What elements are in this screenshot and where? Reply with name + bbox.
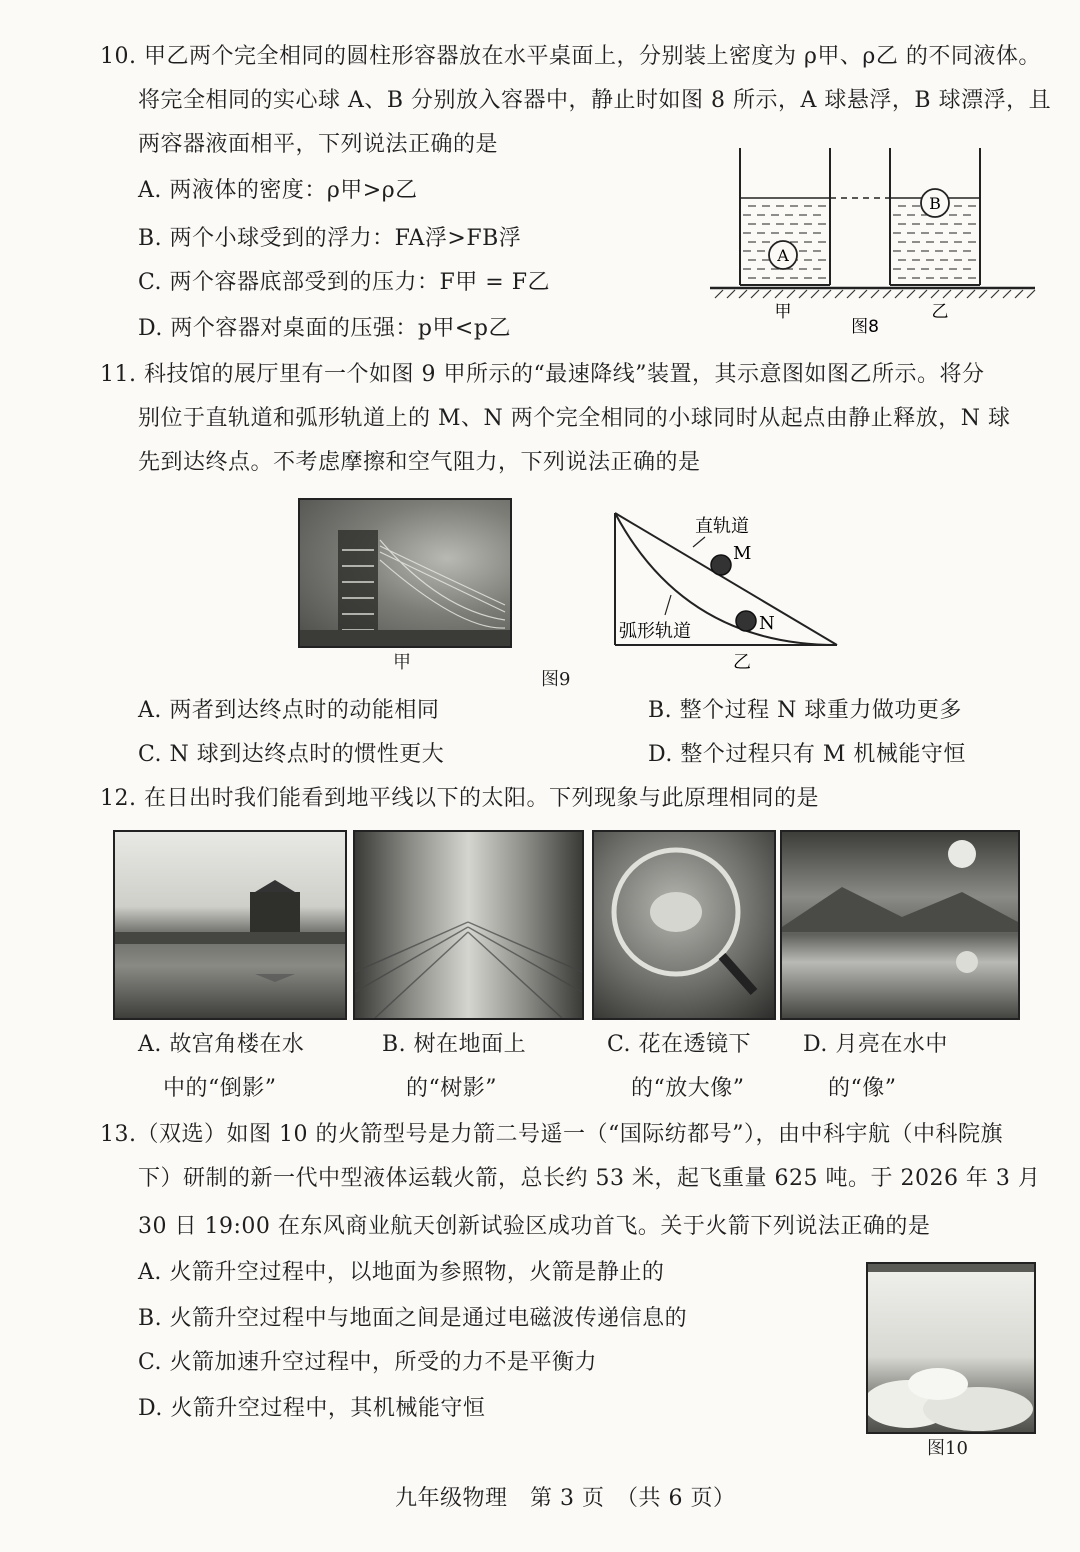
- q10-line-2: 将完全相同的实心球 A、B 分别放入容器中，静止时如图 8 所示，A 球悬浮，B 球漂浮，且: [138, 88, 1052, 113]
- photo-corner-tower-reflection: [113, 830, 347, 1020]
- container-jia-label: 甲: [774, 302, 792, 322]
- ball-b-label: B: [929, 194, 941, 213]
- q12-option-a-line-2: 中的“倒影”: [163, 1076, 277, 1101]
- q11-option-d: D. 整个过程只有 M 机械能守恒: [648, 742, 966, 767]
- q12-option-c-line-2: 的“放大像”: [631, 1076, 745, 1101]
- q10-option-c: C. 两个容器底部受到的压力：F甲 = F乙: [138, 270, 550, 295]
- q12-option-a-line-1: A. 故宫角楼在水: [138, 1032, 305, 1057]
- q12-option-d-line-2: 的“像”: [828, 1076, 897, 1101]
- q11-option-c: C. N 球到达终点时的惯性更大: [138, 742, 445, 767]
- photo-magnifying-glass-flower: [592, 830, 776, 1020]
- brachistochrone-diagram: [605, 505, 845, 675]
- q10-option-a: A. 两液体的密度：ρ甲>ρ乙: [138, 178, 418, 203]
- ball-a-label: A: [777, 246, 789, 265]
- ball-n-label: N: [759, 613, 775, 634]
- q13-line-1: 13.（双选）如图 10 的火箭型号是力箭二号遥一（“国际纺都号”），由中科宇航（中科院旗: [100, 1122, 1003, 1147]
- page-footer: 九年级物理 第 3 页 （共 6 页）: [395, 1486, 736, 1511]
- photo-moon-reflection: [780, 830, 1020, 1020]
- q10-line-3: 两容器液面相平，下列说法正确的是: [138, 132, 499, 157]
- q13-option-c: C. 火箭加速升空过程中，所受的力不是平衡力: [138, 1350, 598, 1375]
- curved-track-label: 弧形轨道: [619, 621, 691, 642]
- figure-8-containers: [705, 140, 1040, 340]
- q12-option-c-line-1: C. 花在透镜下: [607, 1032, 752, 1057]
- q10-option-b: B. 两个小球受到的浮力：FA浮>FB浮: [138, 226, 522, 251]
- q11-line-2: 别位于直轨道和弧形轨道上的 M、N 两个完全相同的小球同时从起点由静止释放，N 球: [138, 406, 1011, 431]
- figure-9-yi-label: 乙: [733, 652, 751, 673]
- rocket-launch-photo: [866, 1262, 1036, 1434]
- q13-option-a: A. 火箭升空过程中，以地面为参照物，火箭是静止的: [138, 1260, 665, 1285]
- q11-line-1: 11. 科技馆的展厅里有一个如图 9 甲所示的“最速降线”装置，其示意图如图乙所示。将分: [100, 362, 985, 387]
- q12-option-d-line-1: D. 月亮在水中: [803, 1032, 948, 1057]
- q11-line-3: 先到达终点。不考虑摩擦和空气阻力，下列说法正确的是: [138, 450, 701, 475]
- q13-option-d: D. 火箭升空过程中，其机械能守恒: [138, 1396, 486, 1421]
- figure-9-jia-label: 甲: [393, 652, 411, 673]
- q10-option-d: D. 两个容器对桌面的压强：p甲<p乙: [138, 316, 511, 341]
- ball-m-label: M: [733, 543, 752, 564]
- brachistochrone-photo: [298, 498, 512, 648]
- q12-option-b-line-2: 的“树影”: [406, 1076, 497, 1101]
- q12-option-b-line-1: B. 树在地面上: [382, 1032, 527, 1057]
- container-yi-label: 乙: [931, 302, 949, 322]
- ball-m: [711, 555, 731, 575]
- q11-option-b: B. 整个过程 N 球重力做功更多: [648, 698, 962, 723]
- q12-line-1: 12. 在日出时我们能看到地平线以下的太阳。下列现象与此原理相同的是: [100, 786, 819, 811]
- q13-line-2: 下）研制的新一代中型液体运载火箭，总长约 53 米，起飞重量 625 吨。于 2026 年 3 月: [138, 1166, 1041, 1191]
- figure-9-caption: 图9: [541, 669, 571, 690]
- straight-track-label: 直轨道: [695, 516, 749, 537]
- q13-line-3: 30 日 19:00 在东风商业航天创新试验区成功首飞。关于火箭下列说法正确的是: [138, 1214, 931, 1239]
- q11-option-a: A. 两者到达终点时的动能相同: [138, 698, 440, 723]
- figure-10-caption: 图10: [927, 1438, 968, 1459]
- ball-n: [736, 611, 756, 631]
- figure-8-caption: 图8: [851, 317, 879, 337]
- photo-tree-shadows: [353, 830, 584, 1020]
- q10-line-1: 10. 甲乙两个完全相同的圆柱形容器放在水平桌面上，分别装上密度为 ρ甲、ρ乙 的不同液体。: [100, 44, 1041, 69]
- q13-option-b: B. 火箭升空过程中与地面之间是通过电磁波传递信息的: [138, 1306, 688, 1331]
